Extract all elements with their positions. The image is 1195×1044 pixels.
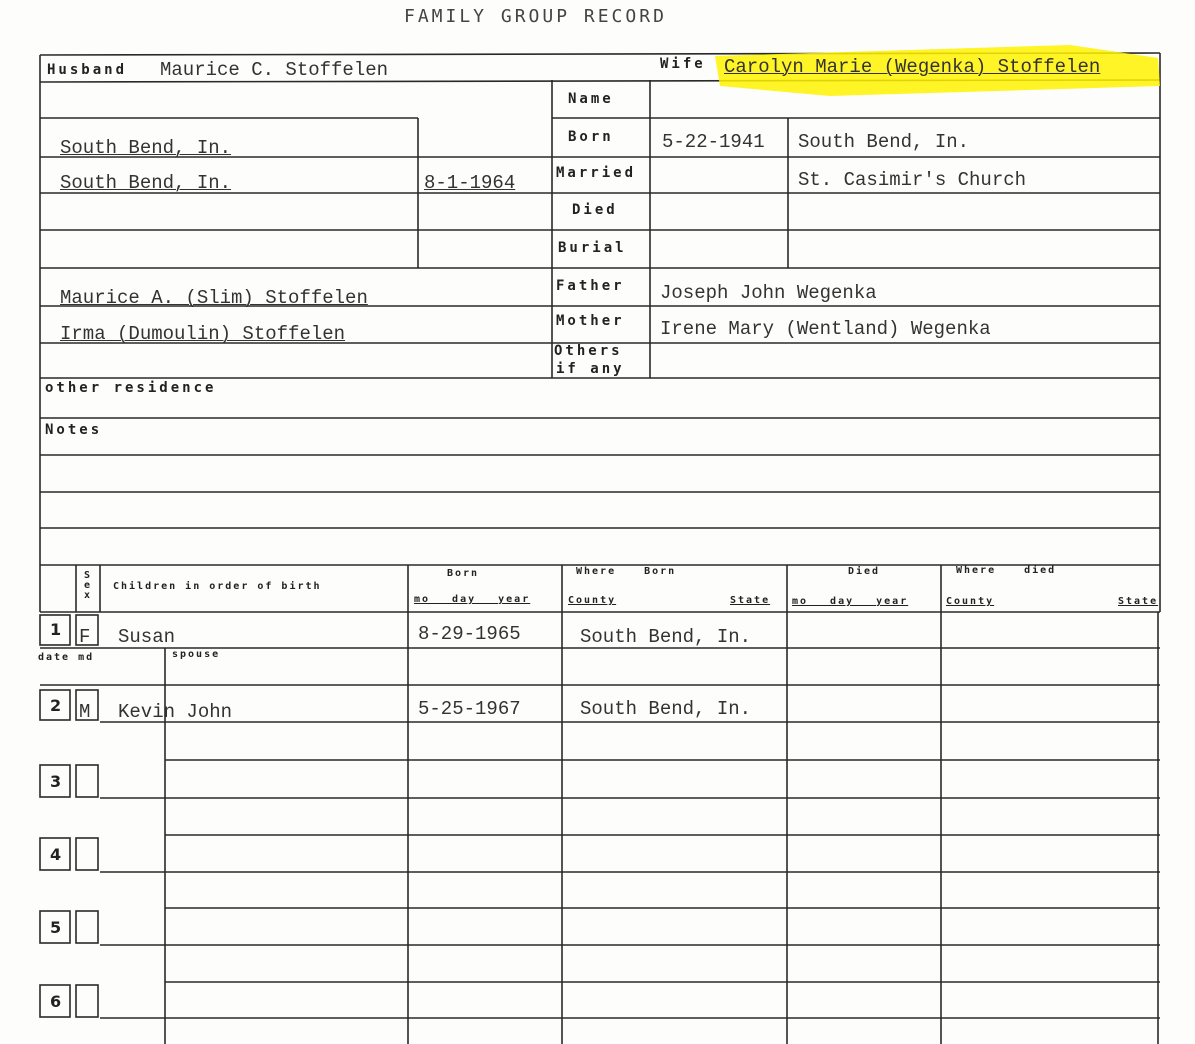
child-number: 6 (50, 992, 62, 1011)
husband-married-place: South Bend, In. (60, 172, 232, 194)
wife-name: Carolyn Marie (Wegenka) Stoffelen (724, 56, 1101, 78)
died-label: Died (572, 202, 618, 218)
where-died-header: Where died (956, 565, 1057, 576)
state2-header: State (1118, 596, 1159, 607)
child-born: 5-25-1967 (418, 698, 521, 720)
child-born: 8-29-1965 (418, 623, 521, 645)
married-date: 8-1-1964 (424, 172, 516, 194)
wife-father: Joseph John Wegenka (660, 282, 877, 304)
born-sub-header: mo day year (414, 594, 531, 605)
born-header: Born (447, 568, 480, 579)
child-where-born: South Bend, In. (580, 626, 752, 648)
child-number: 4 (50, 845, 62, 864)
died-header: Died (848, 566, 881, 577)
notes-label: Notes (45, 422, 103, 438)
wife-born-date: 5-22-1941 (662, 131, 765, 153)
died-sub-header: mo day year (792, 596, 909, 607)
husband-father: Maurice A. (Slim) Stoffelen (60, 287, 368, 309)
spouse-label: spouse (172, 649, 221, 660)
child-number: 5 (50, 918, 62, 937)
name-label: Name (568, 91, 614, 107)
county2-header: County (946, 596, 995, 607)
child-where-born: South Bend, In. (580, 698, 752, 720)
sex-header: Sex (84, 570, 93, 601)
husband-name: Maurice C. Stoffelen (160, 59, 389, 81)
born-label: Born (568, 129, 614, 145)
father-label: Father (556, 278, 625, 294)
form-title: FAMILY GROUP RECORD (404, 6, 667, 27)
wife-mother: Irene Mary (Wentland) Wegenka (660, 318, 991, 340)
child-name: Susan (118, 626, 176, 648)
married-label: Married (556, 165, 637, 181)
child-number: 2 (50, 696, 62, 715)
county-header: County (568, 595, 617, 606)
mother-label: Mother (556, 313, 625, 329)
husband-born-place: South Bend, In. (60, 137, 232, 159)
others-label: Others (554, 343, 623, 359)
child-sex: F (79, 626, 91, 648)
husband-label: Husband (47, 62, 128, 78)
child-number: 1 (50, 620, 62, 639)
wife-label: Wife (660, 56, 706, 72)
other-residence-label: other residence (45, 380, 217, 396)
child-number: 3 (50, 772, 62, 791)
state-header: State (730, 595, 771, 606)
if-any-label: if any (556, 361, 625, 377)
wife-married-place: St. Casimir's Church (798, 169, 1027, 191)
burial-label: Burial (558, 240, 627, 256)
date-md-label: date md (38, 652, 95, 663)
child-name: Kevin John (118, 701, 233, 723)
child-sex: M (79, 701, 91, 723)
where-born-header: Where Born (576, 566, 677, 577)
wife-born-place: South Bend, In. (798, 131, 970, 153)
children-header: Children in order of birth (113, 581, 322, 592)
husband-mother: Irma (Dumoulin) Stoffelen (60, 323, 346, 345)
